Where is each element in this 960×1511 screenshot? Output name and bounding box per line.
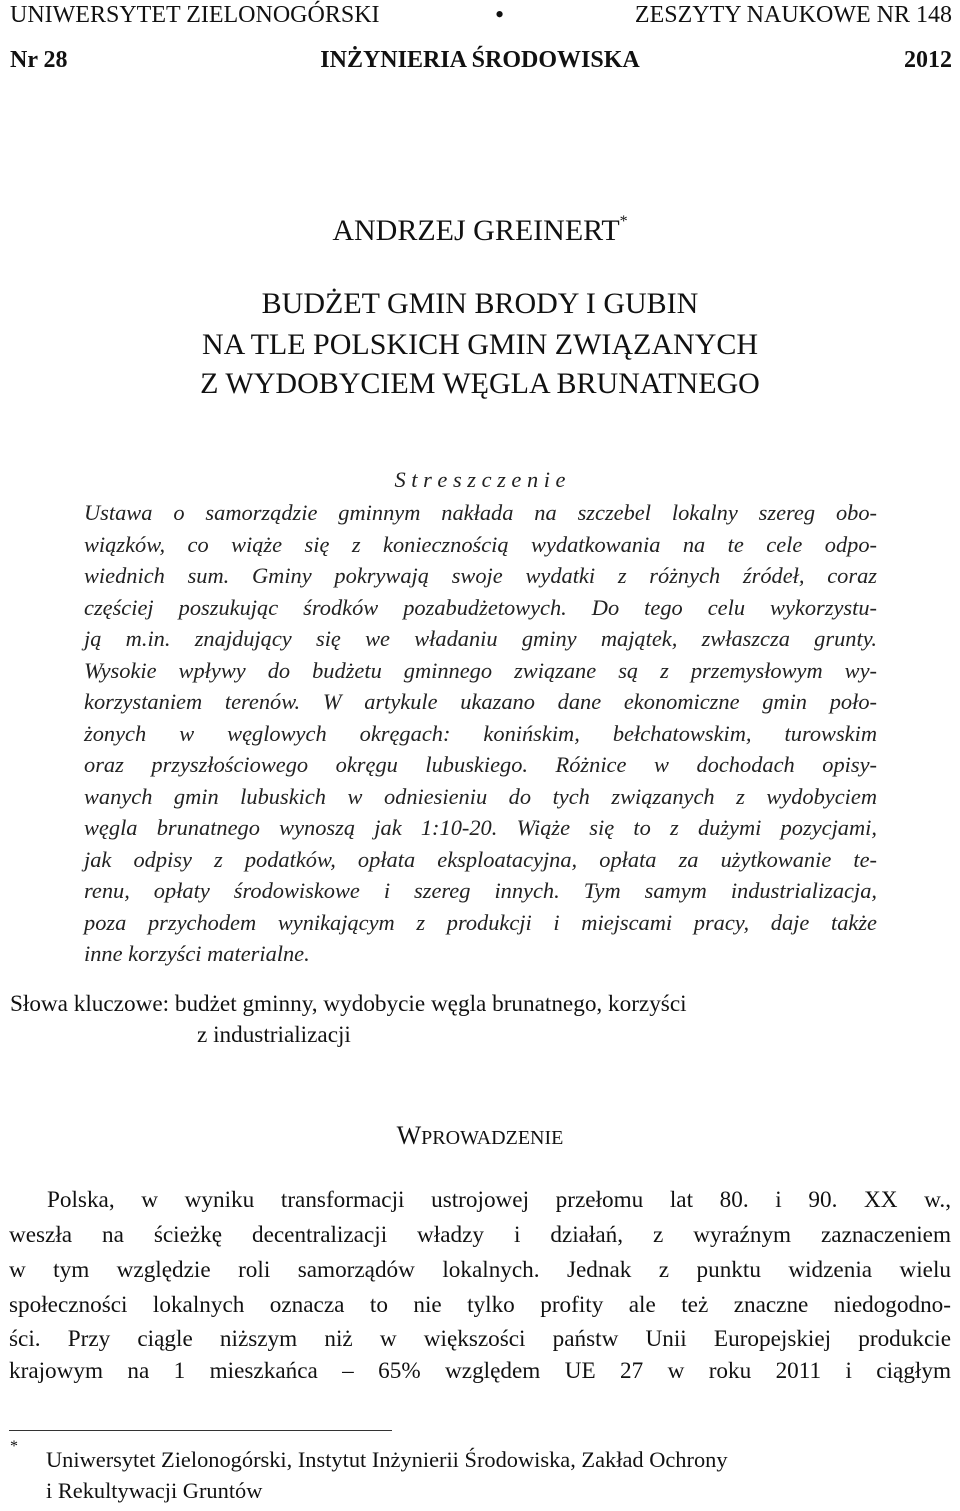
author-footnote-mark: * xyxy=(619,213,628,230)
keywords-line-1 xyxy=(10,991,687,1018)
abstract-line: węgla brunatnego wynoszą jak 1:10-20. Wiąże się to z dużymi pozycjami, xyxy=(84,815,877,840)
header-issue: Nr 28 xyxy=(10,47,68,73)
body-line: weszła na ścieżkę decentralizacji władzy i działań, z wyraźnym zaznaczeniem xyxy=(9,1222,951,1248)
abstract-line: żonych w węglowych okręgach: konińskim, bełchatowskim, turowskim xyxy=(84,720,877,746)
title-line-3: Z WYDOBYCIEM WĘGLA BRUNATNEGO xyxy=(200,367,760,400)
abstract-line: wanych gmin lubuskich w odniesieniu do tych związanych z wydobyciem xyxy=(84,783,877,809)
author-name: ANDRZEJ GREINERT xyxy=(332,214,620,247)
abstract-line: wiązków, co wiąże się z koniecznością wydatkowania na te cele odpo- xyxy=(84,531,877,557)
keywords-label: Słowa kluczowe: xyxy=(10,991,170,1017)
abstract-line: jak odpisy z podatków, opłata eksploatacyjna, opłata za użytkowanie te- xyxy=(84,846,877,872)
body-line: krajowym na 1 mieszkańca – 65% względem UE 27 w roku 2011 i ciągłym xyxy=(9,1358,951,1384)
abstract-body xyxy=(84,500,877,966)
abstract-line: Wysokie wpływy do budżetu gminnego związane są z przemysłowym wy- xyxy=(84,657,877,683)
abstract-line: wiednich sum. Gminy pokrywają swoje wydatki z różnych źródeł, coraz xyxy=(84,563,877,588)
section-heading-initial: W xyxy=(396,1121,422,1150)
abstract-line: Ustawa o samorządzie gminnym nakłada na szczebel lokalny szereg obo- xyxy=(84,500,877,525)
footnote-line-2: i Rekultywacji Gruntów xyxy=(46,1478,263,1503)
abstract-line: korzystaniem terenów. W artykule ukazano dane ekonomiczne gmin poło- xyxy=(84,689,877,714)
abstract-line: inne korzyści materialne. xyxy=(84,941,310,966)
abstract-line: poza przychodem wynikającym z produkcji i miejscami pracy, daje także xyxy=(84,909,877,935)
footnote-rule xyxy=(9,1430,392,1431)
keywords-line-2: z industrializacji xyxy=(197,1022,351,1048)
section-heading xyxy=(0,1121,960,1151)
header-series: ZESZYTY NAUKOWE NR 148 xyxy=(634,2,952,28)
body-line: społeczności lokalnych oznacza to nie tylko profity ale też znaczne niedogodno- xyxy=(9,1292,951,1318)
header-discipline: INŻYNIERIA ŚRODOWISKA xyxy=(320,47,640,73)
body-line: Polska, w wyniku transformacji ustrojowej przełomu lat 80. i 90. XX w., xyxy=(47,1187,951,1213)
header-year: 2012 xyxy=(904,47,952,73)
header-university: UNIWERSYTET ZIELONOGÓRSKI xyxy=(10,2,380,28)
header-bullet: • xyxy=(495,0,505,29)
abstract-line: oraz przyszłościowego okręgu lubuskiego. Różnice w dochodach opisy- xyxy=(84,752,877,777)
abstract-line: ją m.in. znajdujący się we władaniu gminy majątek, zwłaszcza grunty. xyxy=(84,626,877,651)
body-line: ści. Przy ciągle niższym niż w większości państw Unii Europejskiej produkcie xyxy=(9,1326,951,1352)
section-heading-rest: PROWADZENIE xyxy=(421,1127,564,1149)
abstract-line: częściej poszukując środków pozabudżetowych. Do tego celu wykorzystu- xyxy=(84,594,877,620)
abstract-heading: S t r e s z c z e n i e xyxy=(394,467,566,492)
title-line-2: NA TLE POLSKICH GMIN ZWIĄZANYCH xyxy=(201,328,759,361)
body-line: w tym względzie roli samorządów lokalnych. Jednak z punktu widzenia wielu xyxy=(9,1257,951,1283)
author-line xyxy=(0,214,960,248)
title-line-1: BUDŻET GMIN BRODY I GUBIN xyxy=(261,287,699,320)
footnote-mark: * xyxy=(10,1438,18,1455)
footnote-line-1: Uniwersytet Zielonogórski, Instytut Inżynierii Środowiska, Zakład Ochrony xyxy=(46,1447,728,1472)
keywords-text: budżet gminny, wydobycie węgla brunatnego, korzyści xyxy=(174,991,687,1017)
abstract-line: renu, opłaty środowiskowe i szereg innych. Tym samym industrializacja, xyxy=(84,878,877,903)
